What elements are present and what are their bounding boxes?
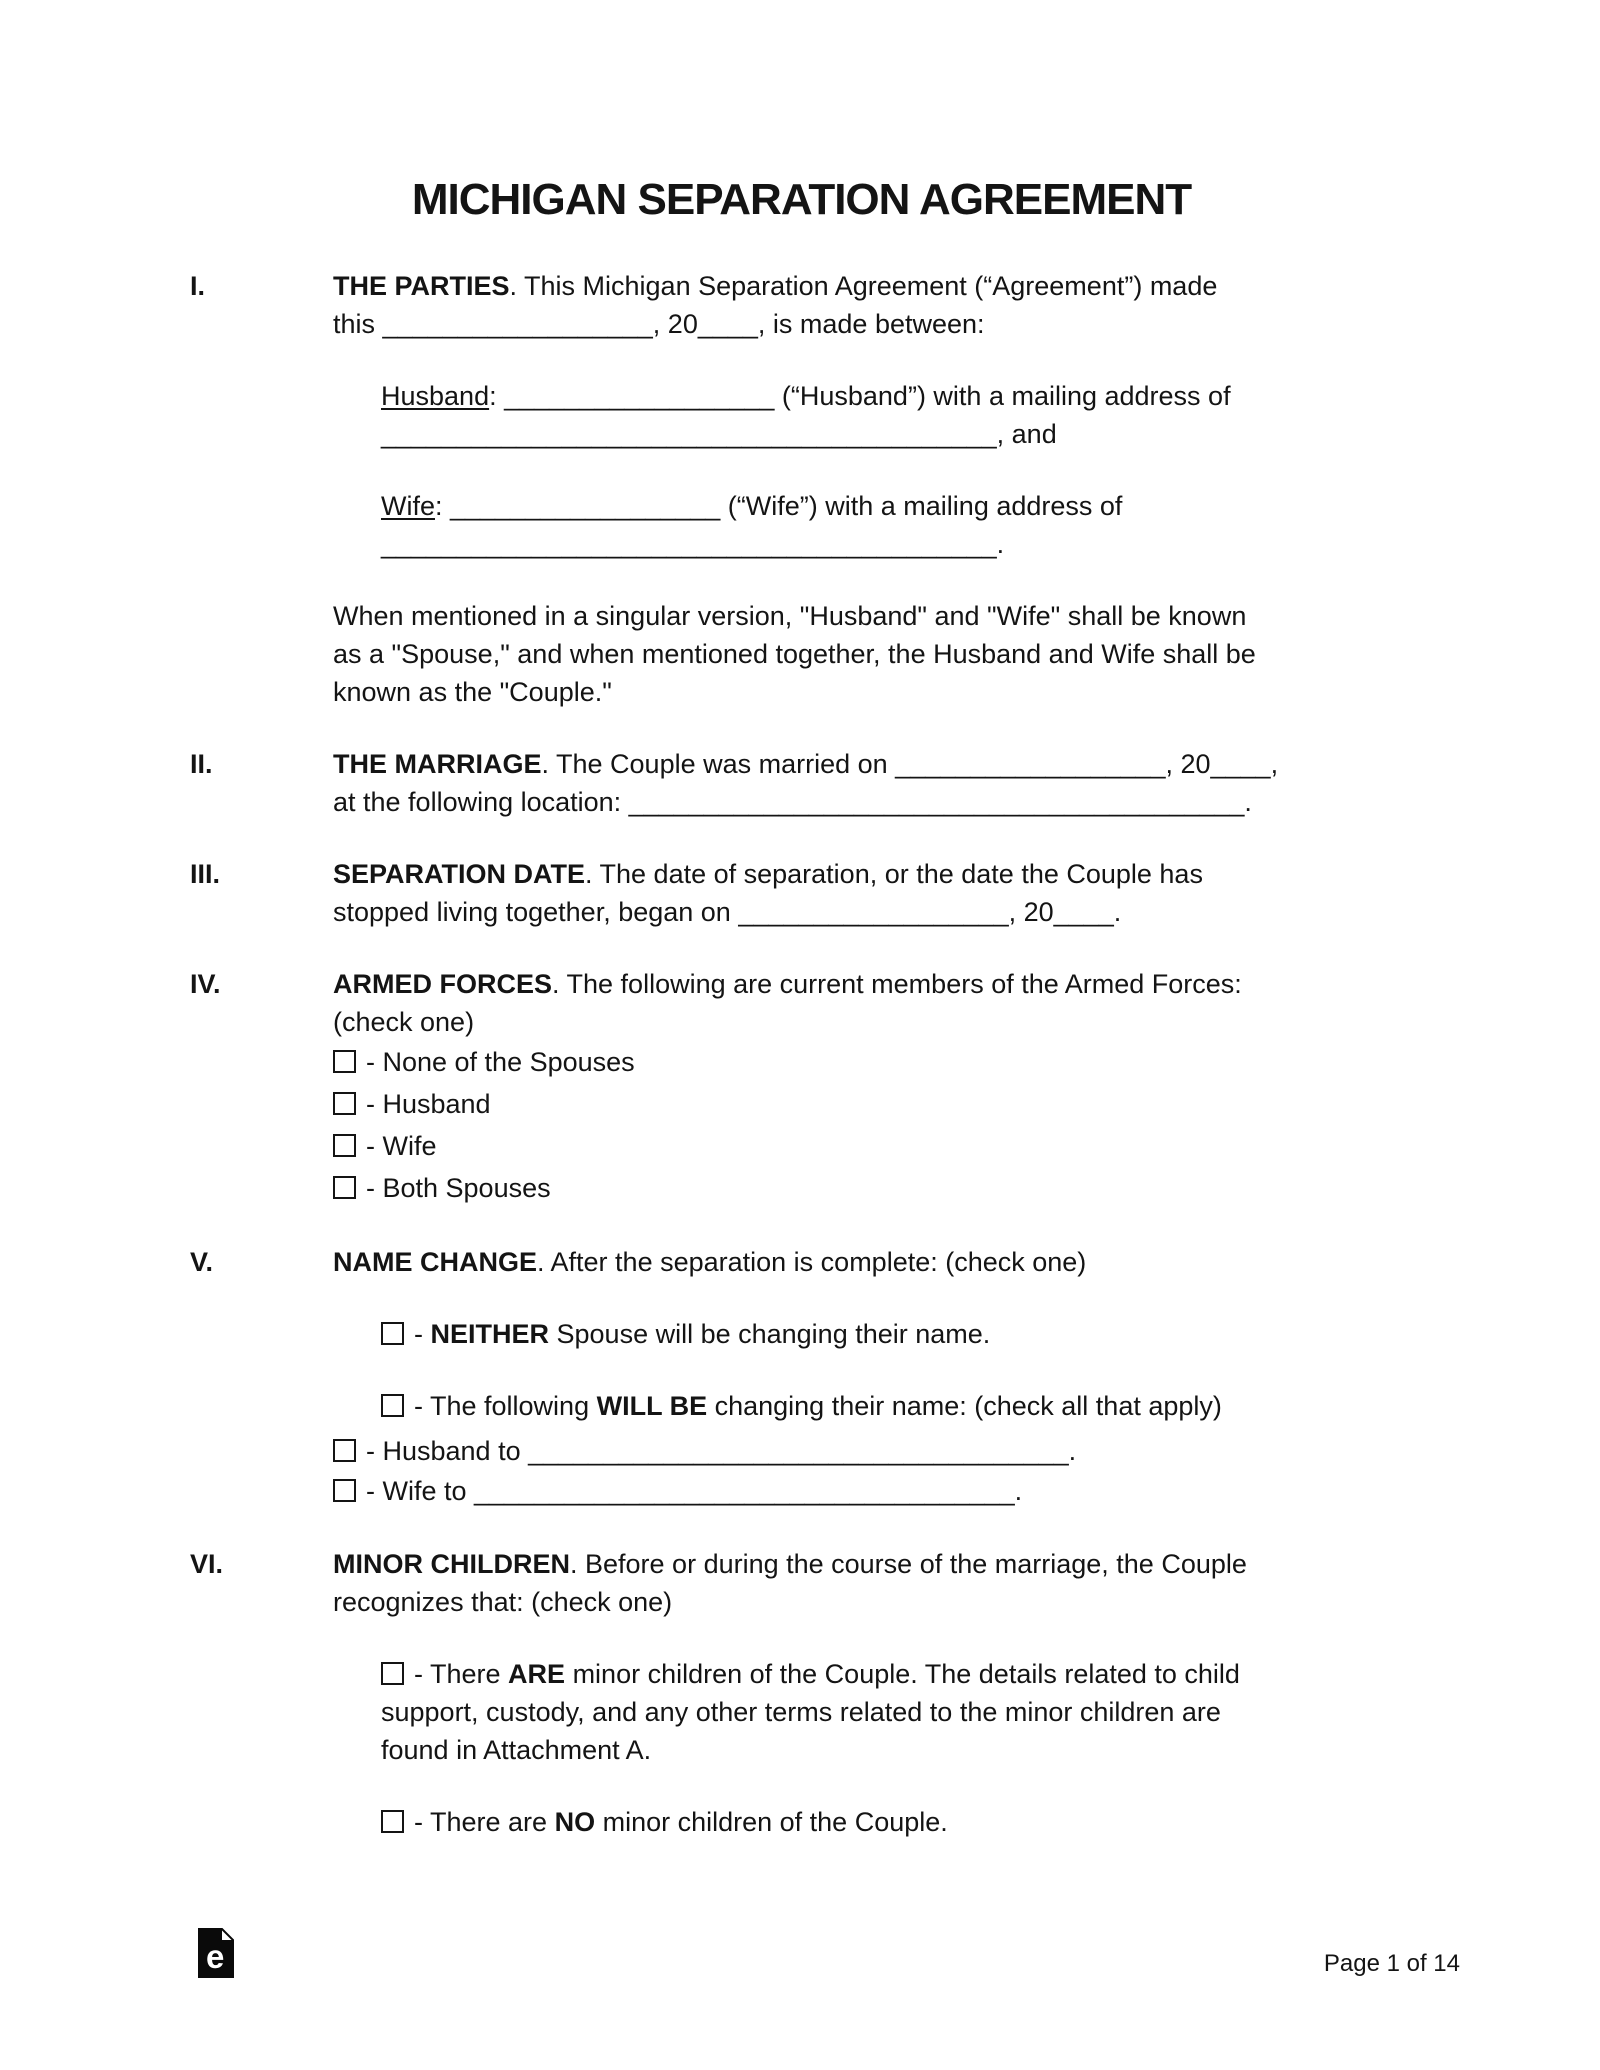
- text-line: [333, 267, 1385, 305]
- husband-clause: [381, 377, 1385, 453]
- text-run: When mentioned in a singular version, "Husband" and "Wife" shall be known: [333, 601, 1247, 631]
- text-line: [381, 377, 1385, 415]
- text-run: - There: [414, 1659, 509, 1689]
- section-armed-forces: [190, 965, 1385, 1209]
- armed-forces-option-husband: [333, 1083, 1385, 1125]
- text-run: . The date of separation, or the date the Couple has: [585, 859, 1203, 889]
- text-run: at the following location: _________________________________________.: [333, 787, 1252, 817]
- bold-text: NAME CHANGE: [333, 1247, 538, 1277]
- text-line: [381, 415, 1385, 453]
- text-run: - Husband: [366, 1089, 491, 1119]
- text-line: [381, 487, 1385, 525]
- bold-text: WILL BE: [596, 1391, 708, 1421]
- text-line: [333, 673, 1385, 711]
- checkbox-icon[interactable]: [381, 1662, 404, 1685]
- section-marriage-content: [333, 745, 1385, 821]
- armed-forces-option-none: [333, 1041, 1385, 1083]
- text-run: . The following are current members of the Armed Forces:: [552, 969, 1242, 999]
- text-run: - The following: [414, 1391, 597, 1421]
- text-run: - Wife: [366, 1131, 437, 1161]
- checkbox-icon[interactable]: [333, 1439, 356, 1462]
- text-run: -: [414, 1319, 431, 1349]
- checkbox-icon[interactable]: [381, 1810, 404, 1833]
- text-run: - Wife to ____________________________________.: [366, 1476, 1023, 1506]
- text-run: Spouse will be changing their name.: [549, 1319, 991, 1349]
- bold-text: THE PARTIES: [333, 271, 510, 301]
- text-run: - Husband to ____________________________________.: [366, 1436, 1077, 1466]
- text-line: [333, 1167, 1385, 1209]
- text-run: : __________________ (“Husband”) with a mailing address of: [489, 381, 1231, 411]
- name-change-body: [333, 1243, 1385, 1281]
- text-line: [333, 1583, 1385, 1621]
- checkbox-icon[interactable]: [333, 1134, 356, 1157]
- section-parties: [190, 267, 1385, 711]
- bold-text: NEITHER: [430, 1319, 550, 1349]
- eforms-logo: [198, 1928, 234, 1978]
- text-line: [333, 1471, 1385, 1511]
- section-armed-forces-numeral: IV.: [190, 969, 221, 999]
- checkbox-icon[interactable]: [333, 1176, 356, 1199]
- wife-clause: [381, 487, 1385, 563]
- text-run: - None of the Spouses: [366, 1047, 635, 1077]
- name-change-neither: [381, 1315, 1385, 1353]
- text-run: . The Couple was married on __________________, 20____,: [541, 749, 1279, 779]
- document-title: MICHIGAN SEPARATION AGREEMENT: [411, 175, 1192, 224]
- text-line: [333, 1003, 1385, 1041]
- section-marriage: [190, 745, 1385, 821]
- name-change-husband-to: [333, 1431, 1385, 1471]
- section-name-change-content: [333, 1243, 1385, 1511]
- text-line: [381, 1387, 1385, 1425]
- text-line: [333, 305, 1385, 343]
- name-change-wife-to: [333, 1471, 1385, 1511]
- underlined-text: Wife: [381, 491, 435, 521]
- underlined-text: Husband: [381, 381, 490, 411]
- text-line: [381, 525, 1385, 563]
- text-line: [381, 1731, 1385, 1769]
- page-footer: [198, 1928, 1460, 1978]
- spouse-definition: [333, 597, 1385, 711]
- text-line: [333, 1243, 1385, 1281]
- parties-intro: [333, 267, 1385, 343]
- section-marriage-numeral: II.: [190, 749, 213, 779]
- text-run: . Before or during the course of the marriage, the Couple: [570, 1549, 1247, 1579]
- bold-text: NO: [554, 1807, 596, 1837]
- text-line: [381, 1655, 1385, 1693]
- text-line: [333, 965, 1385, 1003]
- minor-children-no: [381, 1803, 1385, 1841]
- text-line: [333, 783, 1385, 821]
- text-run: - There are: [414, 1807, 555, 1837]
- text-line: [333, 1431, 1385, 1471]
- checkbox-icon[interactable]: [333, 1092, 356, 1115]
- text-line: [333, 635, 1385, 673]
- text-run: recognizes that: (check one): [333, 1587, 673, 1617]
- section-name-change-numeral: V.: [190, 1247, 214, 1277]
- bold-text: MINOR CHILDREN: [333, 1549, 570, 1579]
- section-minor-children: [190, 1545, 1385, 1841]
- text-line: [381, 1315, 1385, 1353]
- text-line: [333, 597, 1385, 635]
- text-line: [381, 1693, 1385, 1731]
- section-parties-numeral: I.: [190, 271, 206, 301]
- name-change-will-be: [381, 1387, 1385, 1425]
- bold-text: ARE: [508, 1659, 566, 1689]
- text-run: support, custody, and any other terms related to the minor children are: [381, 1697, 1221, 1727]
- text-run: - Both Spouses: [366, 1173, 551, 1203]
- bold-text: ARMED FORCES: [333, 969, 553, 999]
- section-minor-children-content: [333, 1545, 1385, 1841]
- page-number-label: Page 1 of 14: [1323, 1950, 1460, 1977]
- section-name-change: [190, 1243, 1385, 1511]
- text-line: [333, 1083, 1385, 1125]
- checkbox-icon[interactable]: [333, 1050, 356, 1073]
- checkbox-icon[interactable]: [381, 1322, 404, 1345]
- armed-forces-option-wife: [333, 1125, 1385, 1167]
- text-run: minor children of the Couple. The details related to child: [565, 1659, 1240, 1689]
- text-run: changing their name: (check all that apply): [707, 1391, 1222, 1421]
- armed-forces-options: [333, 1041, 1385, 1209]
- text-line: [333, 745, 1385, 783]
- section-minor-children-numeral: VI.: [190, 1549, 224, 1579]
- text-line: [381, 1803, 1385, 1841]
- separation-date-body: [333, 855, 1385, 931]
- minor-children-are: [381, 1655, 1385, 1769]
- text-run: _________________________________________.: [381, 529, 1005, 559]
- text-line: [333, 1125, 1385, 1167]
- text-run: _________________________________________, and: [381, 419, 1057, 449]
- bold-text: SEPARATION DATE: [333, 859, 586, 889]
- text-run: stopped living together, began on __________________, 20____.: [333, 897, 1122, 927]
- text-run: (check one): [333, 1007, 475, 1037]
- checkbox-icon[interactable]: [333, 1479, 356, 1502]
- text-run: as a "Spouse," and when mentioned together, the Husband and Wife shall be: [333, 639, 1256, 669]
- section-separation-date-numeral: III.: [190, 859, 221, 889]
- checkbox-icon[interactable]: [381, 1394, 404, 1417]
- text-line: [333, 1545, 1385, 1583]
- text-run: known as the "Couple.": [333, 677, 612, 707]
- text-line: [333, 1041, 1385, 1083]
- marriage-body: [333, 745, 1385, 821]
- text-run: this __________________, 20____, is made between:: [333, 309, 985, 339]
- text-run: . This Michigan Separation Agreement (“Agreement”) made: [509, 271, 1218, 301]
- text-line: [333, 893, 1385, 931]
- text-line: [333, 855, 1385, 893]
- armed-forces-option-both: [333, 1167, 1385, 1209]
- armed-forces-body: [333, 965, 1385, 1041]
- text-run: found in Attachment A.: [381, 1735, 652, 1765]
- bold-text: THE MARRIAGE: [333, 749, 542, 779]
- minor-children-body: [333, 1545, 1385, 1621]
- section-separation-date: [190, 855, 1385, 931]
- section-parties-content: [333, 267, 1385, 711]
- text-run: . After the separation is complete: (check one): [537, 1247, 1087, 1277]
- text-run: : __________________ (“Wife”) with a mailing address of: [435, 491, 1123, 521]
- text-run: minor children of the Couple.: [595, 1807, 948, 1837]
- section-separation-date-content: [333, 855, 1385, 931]
- logo-letter: e: [206, 1938, 225, 1975]
- section-armed-forces-content: [333, 965, 1385, 1209]
